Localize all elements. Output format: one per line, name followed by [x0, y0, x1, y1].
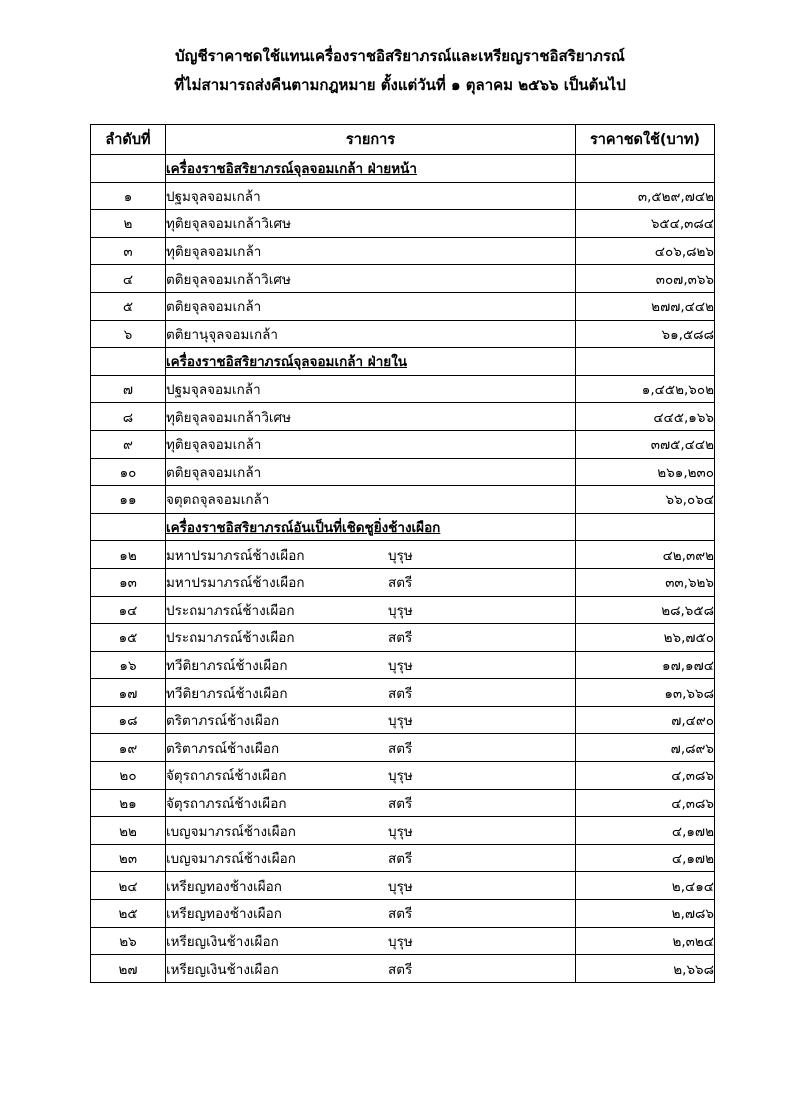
item-price: ๑๓,๖๖๘: [576, 679, 715, 707]
table-row: [91, 596, 715, 624]
section-no-cell: [91, 348, 166, 376]
row-number: ๕: [91, 292, 166, 320]
item-name: มหาปรมาภรณ์ช้างเผือก: [166, 575, 305, 592]
row-number: ๑๑: [91, 486, 166, 514]
item-name: เหรียญทองช้างเผือก: [166, 878, 282, 895]
section-title-cell: [166, 348, 576, 376]
row-number: ๗: [91, 375, 166, 403]
row-number: ๑๒: [91, 541, 166, 569]
table-row: [91, 375, 715, 403]
section-title-cell: [166, 155, 576, 183]
item-gender: บุรุษ: [388, 657, 413, 674]
item-name: เบญจมาภรณ์ช้างเผือก: [166, 823, 296, 840]
item-gender: บุรุษ: [388, 878, 413, 895]
item-name: ตติยจุลจอมเกล้าวิเศษ: [166, 271, 291, 288]
item-gender: สตรี: [388, 630, 413, 647]
item-price: ๔,๑๗๒: [576, 844, 715, 872]
item-price: ๓,๕๒๙,๗๔๒: [576, 182, 715, 210]
row-number: ๘: [91, 403, 166, 431]
item-price: ๔๔๕,๑๖๖: [576, 403, 715, 431]
item-price: ๒๘,๖๕๘: [576, 596, 715, 624]
table-row: [91, 458, 715, 486]
row-number: ๑๘: [91, 706, 166, 734]
section-price-cell: [576, 348, 715, 376]
row-number: ๒๖: [91, 927, 166, 955]
item-name: ตริตาภรณ์ช้างเผือก: [166, 740, 280, 757]
item-name: ตติยจุลจอมเกล้า: [166, 464, 262, 481]
item-price: ๓๓,๖๒๖: [576, 568, 715, 596]
item-name: จัตุรถาภรณ์ช้างเผือก: [166, 795, 287, 812]
section-no-cell: [91, 513, 166, 541]
table-body: [91, 155, 715, 983]
item-price: ๒,๔๑๔: [576, 872, 715, 900]
row-number: ๖: [91, 320, 166, 348]
table-row: [91, 817, 715, 845]
table-row: [91, 320, 715, 348]
section-price-cell: [576, 513, 715, 541]
row-number: ๓: [91, 237, 166, 265]
item-price: ๒๖,๗๕๐: [576, 624, 715, 652]
item-name: ปฐมจุลจอมเกล้า: [166, 188, 261, 205]
item-price: ๖๕๔,๓๘๔: [576, 210, 715, 238]
item-cell: [166, 237, 576, 265]
item-cell: [166, 734, 576, 762]
column-header-item: รายการ: [166, 125, 576, 155]
item-cell: [166, 872, 576, 900]
item-name: ประถมาภรณ์ช้างเผือก: [166, 602, 295, 619]
item-name: ทุติยจุลจอมเกล้า: [166, 437, 262, 454]
item-cell: [166, 320, 576, 348]
item-gender: สตรี: [388, 795, 413, 812]
document-title-line-2: ที่ไม่สามารถส่งคืนตามกฎหมาย ตั้งแต่วันที่ ๑ ตุลาคม ๒๕๖๖ เป็นต้นไป: [174, 76, 626, 94]
item-price: ๑,๔๕๒,๖๐๒: [576, 375, 715, 403]
item-cell: [166, 292, 576, 320]
item-gender: สตรี: [388, 906, 413, 923]
item-gender: บุรุษ: [388, 602, 413, 619]
item-cell: [166, 900, 576, 928]
table-row: [91, 568, 715, 596]
document-title-line-1: บัญชีราคาชดใช้แทนเครื่องราชอิสริยาภรณ์และเหรียญราชอิสริยาภรณ์: [175, 47, 625, 65]
table-row: [91, 900, 715, 928]
section-no-cell: [91, 155, 166, 183]
item-name: เหรียญเงินช้างเผือก: [166, 961, 279, 978]
item-price: ๔๐๖,๘๒๖: [576, 237, 715, 265]
item-cell: [166, 265, 576, 293]
item-name: ทุติยจุลจอมเกล้า: [166, 244, 262, 261]
item-gender: บุรุษ: [388, 768, 413, 785]
item-price: ๖๖,๐๖๔: [576, 486, 715, 514]
item-name: ทุติยจุลจอมเกล้าวิเศษ: [166, 216, 291, 233]
row-number: ๑๔: [91, 596, 166, 624]
table-row: [91, 292, 715, 320]
row-number: ๙: [91, 430, 166, 458]
row-number: ๑๕: [91, 624, 166, 652]
item-name: เบญจมาภรณ์ช้างเผือก: [166, 851, 296, 868]
item-name: ตริตาภรณ์ช้างเผือก: [166, 713, 280, 730]
item-name: เหรียญเงินช้างเผือก: [166, 933, 279, 950]
item-gender: บุรุษ: [388, 823, 413, 840]
table-row: [91, 403, 715, 431]
row-number: ๒: [91, 210, 166, 238]
item-cell: [166, 651, 576, 679]
item-cell: [166, 679, 576, 707]
item-cell: [166, 182, 576, 210]
item-cell: [166, 762, 576, 790]
table-row: [91, 210, 715, 238]
row-number: ๑๓: [91, 568, 166, 596]
column-header-price: ราคาชดใช้(บาท): [576, 125, 715, 155]
item-cell: [166, 403, 576, 431]
row-number: ๑๗: [91, 679, 166, 707]
item-cell: [166, 706, 576, 734]
section-header-row: [91, 513, 715, 541]
section-title-cell: [166, 513, 576, 541]
item-price: ๒๖๑,๒๓๐: [576, 458, 715, 486]
item-gender: บุรุษ: [388, 933, 413, 950]
table-row: [91, 541, 715, 569]
item-name: ตติยจุลจอมเกล้า: [166, 299, 262, 316]
row-number: ๒๔: [91, 872, 166, 900]
item-cell: [166, 375, 576, 403]
item-cell: [166, 955, 576, 983]
table-row: [91, 430, 715, 458]
item-name: ประถมาภรณ์ช้างเผือก: [166, 630, 295, 647]
item-cell: [166, 596, 576, 624]
item-name: เหรียญทองช้างเผือก: [166, 906, 282, 923]
table-row: [91, 651, 715, 679]
item-price: ๒,๖๖๘: [576, 955, 715, 983]
row-number: ๒๒: [91, 817, 166, 845]
section-title: เครื่องราชอิสริยาภรณ์จุลจอมเกล้า ฝ่ายหน้า: [166, 161, 417, 178]
table-row: [91, 955, 715, 983]
row-number: ๑๐: [91, 458, 166, 486]
row-number: ๒๕: [91, 900, 166, 928]
item-price: ๗,๘๙๖: [576, 734, 715, 762]
item-name: ทวีติยาภรณ์ช้างเผือก: [166, 685, 288, 702]
item-cell: [166, 541, 576, 569]
item-name: จตุตถจุลจอมเกล้า: [166, 492, 270, 509]
table-row: [91, 237, 715, 265]
table-row: [91, 706, 715, 734]
item-gender: สตรี: [388, 740, 413, 757]
item-name: ทุติยจุลจอมเกล้าวิเศษ: [166, 409, 291, 426]
item-name: จัตุรถาภรณ์ช้างเผือก: [166, 768, 287, 785]
item-gender: สตรี: [388, 575, 413, 592]
item-cell: [166, 458, 576, 486]
row-number: ๒๓: [91, 844, 166, 872]
column-header-no: ลำดับที่: [91, 125, 166, 155]
table-row: [91, 624, 715, 652]
item-price: ๒๗๗,๔๔๒: [576, 292, 715, 320]
row-number: ๑: [91, 182, 166, 210]
price-table: [90, 124, 715, 983]
item-cell: [166, 430, 576, 458]
section-header-row: [91, 348, 715, 376]
item-cell: [166, 817, 576, 845]
item-price: ๒,๓๒๔: [576, 927, 715, 955]
item-name: ตติยานุจุลจอมเกล้า: [166, 326, 278, 343]
item-cell: [166, 789, 576, 817]
item-cell: [166, 844, 576, 872]
table-row: [91, 679, 715, 707]
row-number: ๔: [91, 265, 166, 293]
item-gender: สตรี: [388, 961, 413, 978]
item-gender: สตรี: [388, 851, 413, 868]
section-header-row: [91, 155, 715, 183]
row-number: ๒๑: [91, 789, 166, 817]
table-row: [91, 927, 715, 955]
item-gender: บุรุษ: [388, 713, 413, 730]
item-name: มหาปรมาภรณ์ช้างเผือก: [166, 547, 305, 564]
item-price: ๔๒,๓๙๒: [576, 541, 715, 569]
item-cell: [166, 927, 576, 955]
item-price: ๖๑,๕๘๘: [576, 320, 715, 348]
table-row: [91, 265, 715, 293]
item-name: ทวีติยาภรณ์ช้างเผือก: [166, 657, 288, 674]
item-price: ๔,๓๘๖: [576, 789, 715, 817]
table-row: [91, 182, 715, 210]
item-gender: สตรี: [388, 685, 413, 702]
row-number: ๑๙: [91, 734, 166, 762]
item-price: ๗,๔๙๐: [576, 706, 715, 734]
item-cell: [166, 568, 576, 596]
item-name: ปฐมจุลจอมเกล้า: [166, 382, 261, 399]
table-header-row: [91, 125, 715, 155]
section-title: เครื่องราชอิสริยาภรณ์อันเป็นที่เชิดชูยิ่งช้างเผือก: [166, 520, 441, 537]
row-number: ๑๖: [91, 651, 166, 679]
item-price: ๓๐๗,๓๖๖: [576, 265, 715, 293]
item-price: ๑๗,๑๗๔: [576, 651, 715, 679]
table-row: [91, 789, 715, 817]
table-row: [91, 486, 715, 514]
row-number: ๒๗: [91, 955, 166, 983]
table-row: [91, 872, 715, 900]
item-cell: [166, 210, 576, 238]
item-price: ๒,๗๘๖: [576, 900, 715, 928]
item-price: ๓๗๕,๔๔๒: [576, 430, 715, 458]
row-number: ๒๐: [91, 762, 166, 790]
section-price-cell: [576, 155, 715, 183]
item-gender: บุรุษ: [388, 547, 413, 564]
table-row: [91, 762, 715, 790]
item-cell: [166, 486, 576, 514]
item-price: ๔,๑๗๒: [576, 817, 715, 845]
table-row: [91, 844, 715, 872]
item-price: ๔,๓๘๖: [576, 762, 715, 790]
table-row: [91, 734, 715, 762]
section-title: เครื่องราชอิสริยาภรณ์จุลจอมเกล้า ฝ่ายใน: [166, 354, 408, 371]
item-cell: [166, 624, 576, 652]
